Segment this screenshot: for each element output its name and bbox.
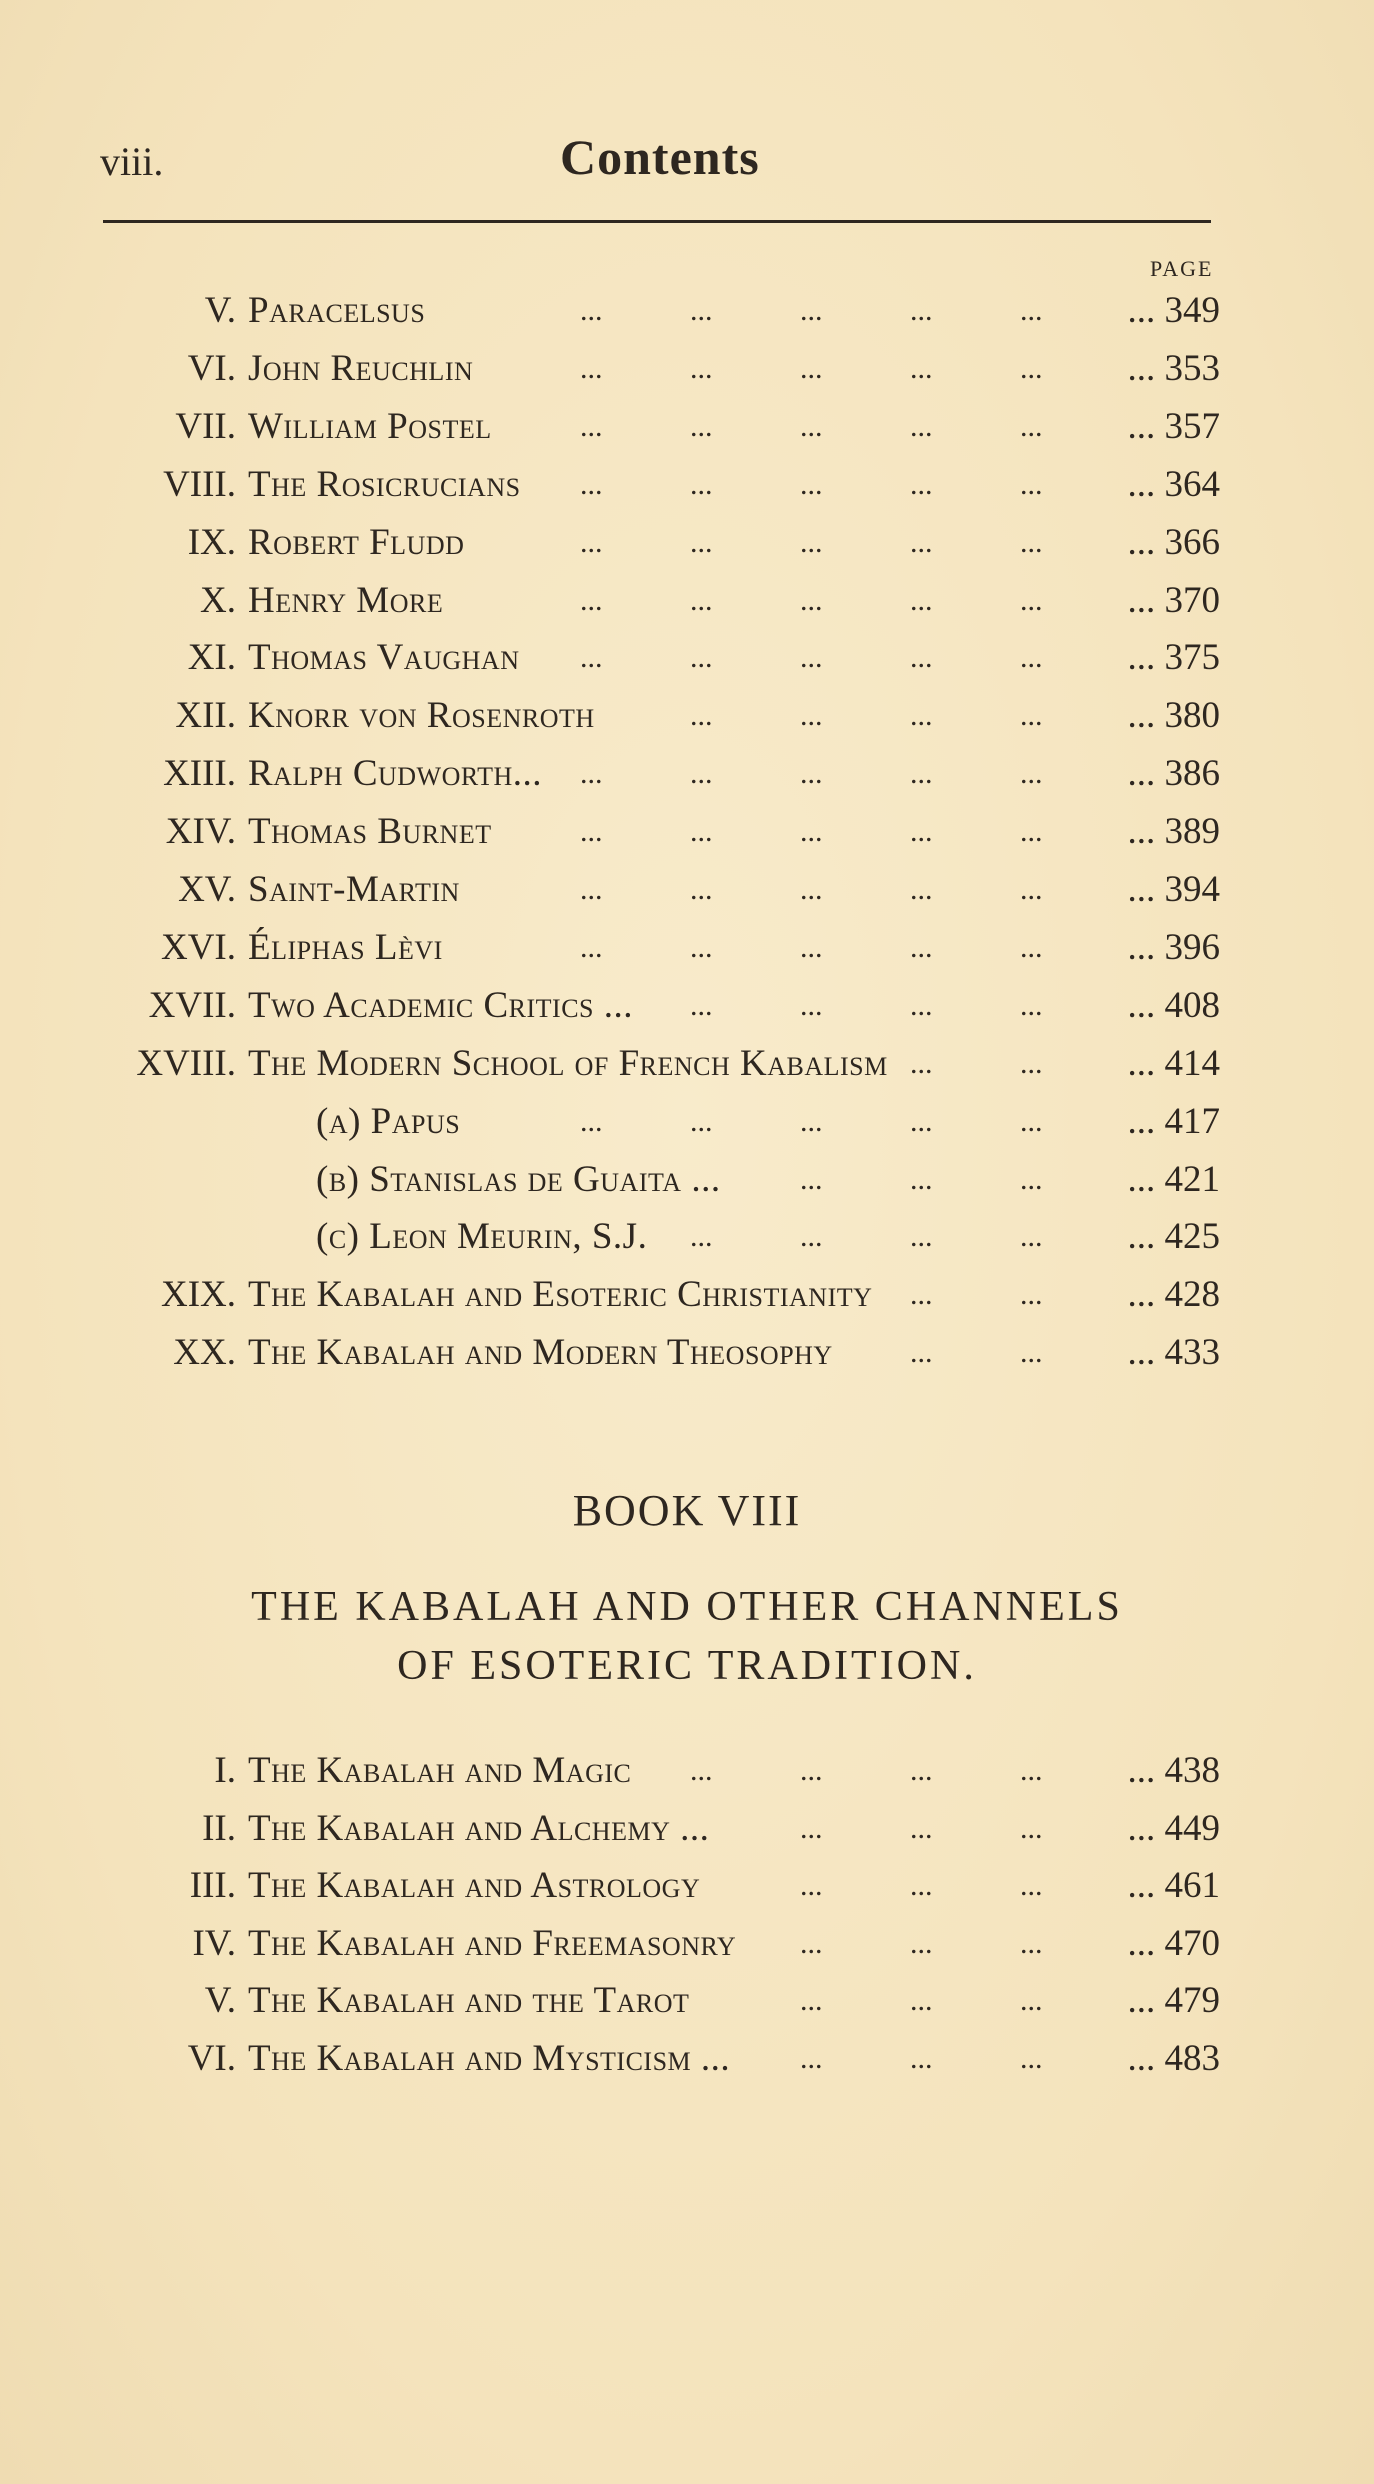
chapter-number: II. [202,1807,236,1849]
header-rule [103,220,1211,223]
chapter-number: XII. [175,695,236,737]
chapter-title: The Kabalah and the Tarot [248,1980,690,2022]
folio-number: viii. [100,139,164,184]
toc-row: XVIII. The Modern School of French Kabalism ... 414 ... ... [0,1035,1374,1093]
chapter-number: X. [200,579,236,621]
chapter-number: V. [204,290,236,331]
page-number: ... 364 [1127,463,1220,505]
toc-row: (c) Leon Meurin, S.J. ... 425 ... ... ... ... [0,1208,1374,1266]
chapter-number: I. [214,1750,236,1791]
toc-row: III. The Kabalah and Astrology ... 461 ... ... ... [0,1857,1374,1915]
page-number: ... 438 [1127,1750,1220,1791]
chapter-title: Paracelsus [248,290,426,331]
chapter-number: XVII. [148,984,236,1026]
page-number: ... 425 [1127,1216,1220,1258]
chapter-number: VI. [187,347,236,389]
page-number: ... 380 [1127,695,1220,737]
page-number: ... 386 [1127,753,1220,795]
page-number: ... 394 [1127,869,1220,910]
page-number: ... 470 [1127,1922,1220,1964]
page-number: ... 370 [1127,579,1220,621]
toc-row: I. The Kabalah and Magic ... 438 ... ... ... ... [0,1742,1374,1800]
chapter-number: XI. [187,637,236,679]
page-number: ... 366 [1127,521,1220,563]
chapter-number: V. [204,1980,236,2022]
toc-row: XIII. Ralph Cudworth... ... 386 ... ... ... ... ... [0,745,1374,803]
toc-row: XI. Thomas Vaughan ... 375 ... ... ... ... ... [0,629,1374,687]
chapter-title: John Reuchlin [248,347,474,389]
chapter-title: The Kabalah and Modern Theosophy [248,1332,833,1374]
page-number: ... 433 [1127,1332,1220,1374]
toc-row: XIX. The Kabalah and Esoteric Christianity ... 428 ... ... [0,1266,1374,1324]
chapter-title: Two Academic Critics ... [248,984,634,1026]
chapter-title: (c) Leon Meurin, S.J. [316,1216,648,1258]
page-number: ... 421 [1127,1158,1220,1200]
toc-row: XV. Saint-Martin ... 394 ... ... ... ... ... [0,861,1374,919]
toc-row: IV. The Kabalah and Freemasonry ... 470 ... ... ... [0,1915,1374,1973]
toc-row: V. The Kabalah and the Tarot ... 479 ... ... ... [0,1972,1374,2030]
chapter-title: Knorr von Rosenroth [248,695,595,737]
toc-row: XVII. Two Academic Critics ... ... 408 ... ... ... ... [0,977,1374,1035]
book-title-line-2: OF ESOTERIC TRADITION. [397,1643,977,1689]
chapter-number: XX. [173,1332,236,1374]
chapter-title: The Kabalah and Magic [248,1750,632,1791]
chapter-title: Robert Fludd [248,521,465,563]
chapter-title: Éliphas Lèvi [248,926,443,968]
toc-row: (a) Papus ... 417 ... ... ... ... ... [0,1093,1374,1151]
toc-row: V. Paracelsus ... 349 ... ... ... ... ... [0,282,1374,340]
toc-row: II. The Kabalah and Alchemy ... ... 449 ... ... ... [0,1800,1374,1858]
page-number: ... 349 [1127,290,1220,331]
chapter-title: William Postel [248,405,492,447]
chapter-title: Ralph Cudworth... [248,753,543,795]
toc-row: IX. Robert Fludd ... 366 ... ... ... ... ... [0,514,1374,572]
page-number: ... 449 [1127,1807,1220,1849]
book-heading: BOOK VIII [572,1486,802,1535]
chapter-number: VI. [187,2038,236,2079]
chapter-title: The Kabalah and Freemasonry [248,1922,737,1964]
chapter-number: XIV. [165,811,236,853]
chapter-title: Henry More [248,579,444,621]
chapter-number: VII. [175,405,236,447]
toc-row: XX. The Kabalah and Modern Theosophy ... 433 ... ... [0,1324,1374,1382]
page-number: ... 414 [1127,1042,1220,1084]
chapter-title: (a) Papus [316,1100,461,1142]
page-number: ... 479 [1127,1980,1220,2022]
chapter-title: The Kabalah and Alchemy ... [248,1807,710,1849]
page-number: ... 396 [1127,926,1220,968]
chapter-number: XV. [178,869,236,910]
chapter-title: The Kabalah and Astrology [248,1865,701,1907]
book-title-line-1: THE KABALAH AND OTHER CHANNELS [251,1584,1123,1630]
chapter-title: The Modern School of French Kabalism [248,1042,888,1084]
page-number: ... 428 [1127,1274,1220,1316]
page-number: ... 408 [1127,984,1220,1026]
chapter-number: XIX. [160,1274,236,1316]
chapter-title: Thomas Vaughan [248,637,520,679]
chapter-title: The Rosicrucians [248,463,521,505]
chapter-number: XVIII. [136,1042,236,1084]
chapter-number: III. [189,1865,236,1907]
toc-row: XII. Knorr von Rosenroth ... 380 ... ... ... ... [0,687,1374,745]
page-number: ... 483 [1127,2038,1220,2079]
chapter-title: (b) Stanislas de Guaita ... [316,1158,721,1200]
toc-row: X. Henry More ... 370 ... ... ... ... ... [0,572,1374,630]
running-title: Contents [560,129,760,185]
page-number: ... 353 [1127,347,1220,389]
chapter-number: VIII. [163,463,236,505]
toc-row: VI. The Kabalah and Mysticism ... ... 483 ... ... ... [0,2030,1374,2088]
page-number: ... 389 [1127,811,1220,853]
chapter-number: XVI. [160,926,236,968]
chapter-title: The Kabalah and Mysticism ... [248,2038,731,2079]
chapter-title: The Kabalah and Esoteric Christianity [248,1274,873,1316]
chapter-number: IX. [187,521,236,563]
toc-row: XVI. Éliphas Lèvi ... 396 ... ... ... ... ... [0,919,1374,977]
toc-row: (b) Stanislas de Guaita ... ... 421 ... ... ... [0,1151,1374,1209]
page-number: ... 357 [1127,405,1220,447]
toc-row: XIV. Thomas Burnet ... 389 ... ... ... ... ... [0,803,1374,861]
page-header [0,0,1374,281]
page-column-label: PAGE [1150,256,1214,281]
page-number: ... 375 [1127,637,1220,679]
chapter-title: Saint-Martin [248,869,460,910]
chapter-number: XIII. [163,753,236,795]
page-number: ... 461 [1127,1865,1220,1907]
toc-row: VII. William Postel ... 357 ... ... ... ... ... [0,398,1374,456]
toc-row: VIII. The Rosicrucians ... 364 ... ... ... ... ... [0,456,1374,514]
page-number: ... 417 [1127,1100,1220,1142]
chapter-title: Thomas Burnet [248,811,492,853]
chapter-number: IV. [192,1922,236,1964]
toc-row: VI. John Reuchlin ... 353 ... ... ... ... ... [0,340,1374,398]
